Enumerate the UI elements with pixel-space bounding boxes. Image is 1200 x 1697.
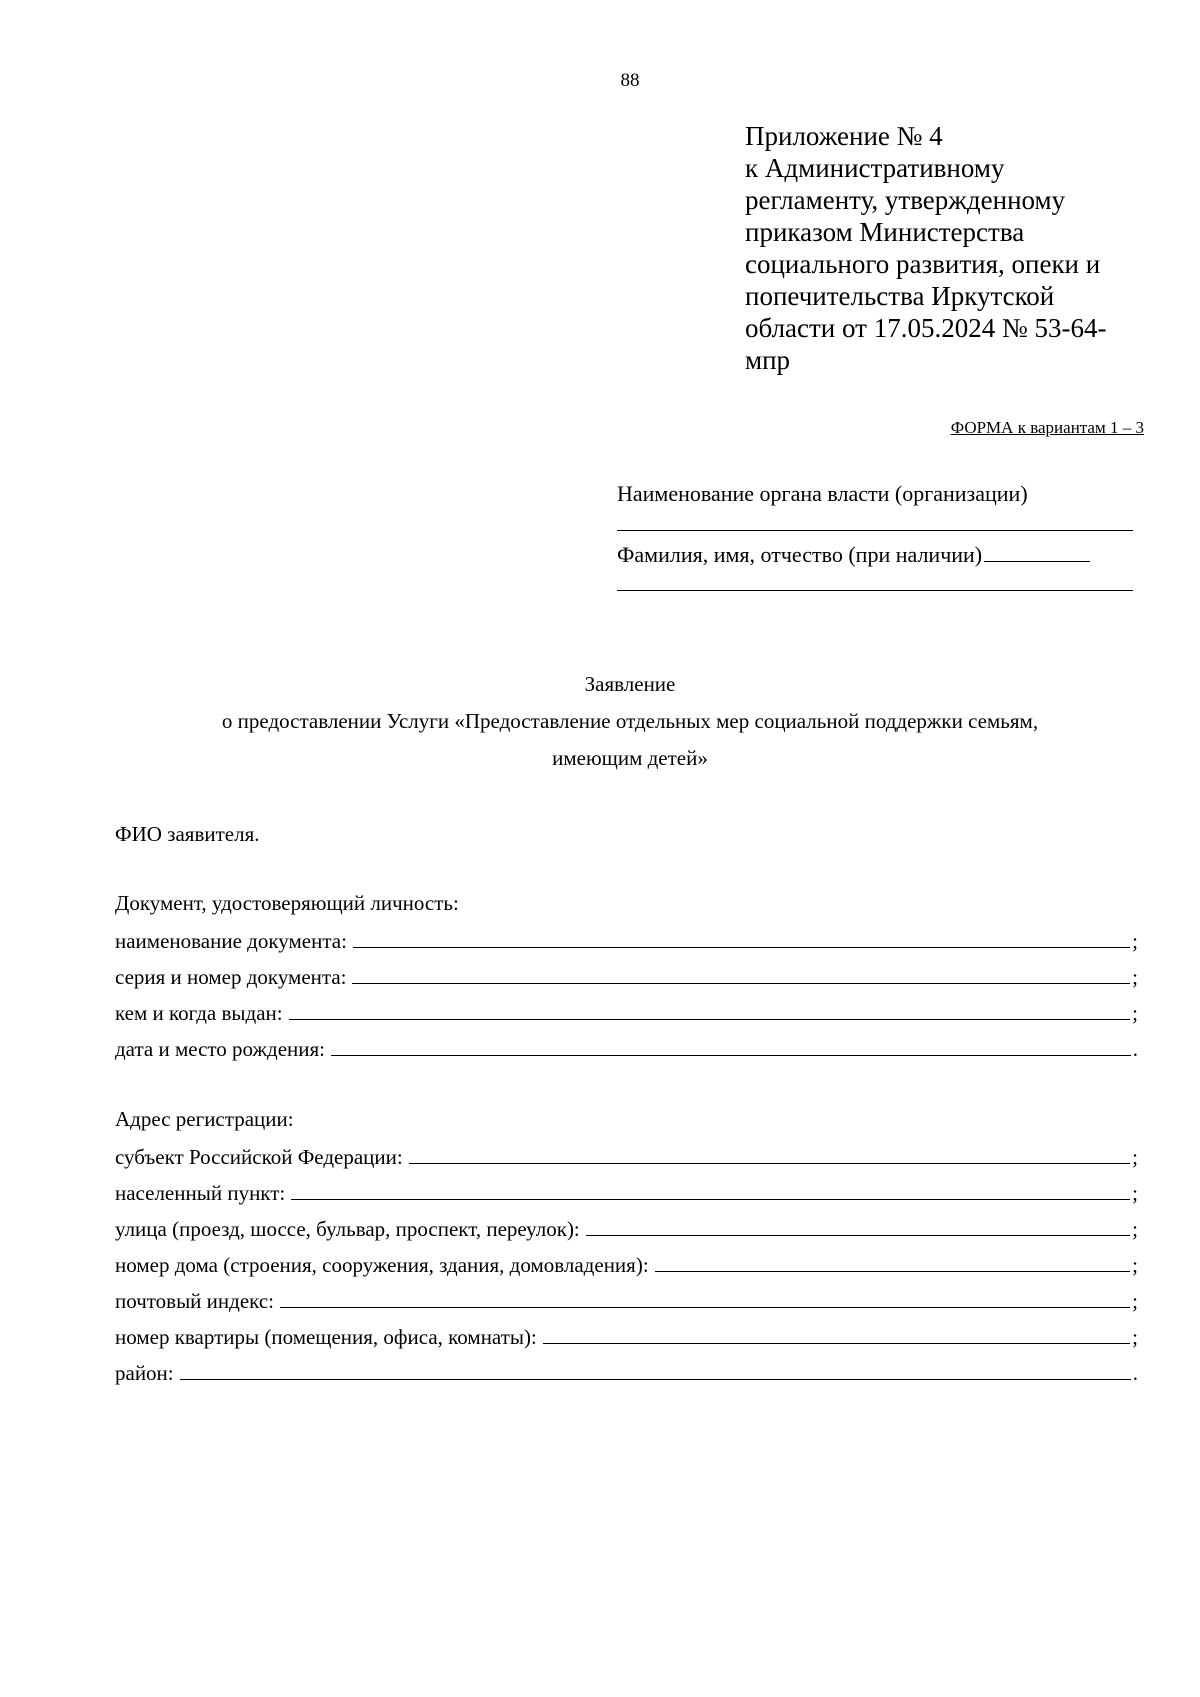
document-subtitle-line2: имеющим детей» [552, 746, 708, 770]
street-field[interactable] [586, 1215, 1130, 1236]
page-number: 88 [620, 70, 640, 91]
district-label: район: [115, 1361, 174, 1385]
appendix-block [745, 120, 1106, 376]
row-end-punct: ; [1132, 1325, 1138, 1349]
appendix-line: мпр [745, 345, 791, 375]
postal-code-field[interactable] [280, 1287, 1130, 1308]
house-row [115, 1251, 1138, 1278]
document-title: Заявление [584, 672, 676, 696]
apartment-field[interactable] [543, 1323, 1130, 1344]
street-row [115, 1215, 1138, 1242]
doc-series-label: серия и номер документа: [115, 965, 347, 989]
locality-row [115, 1179, 1138, 1206]
postal-code-row [115, 1287, 1138, 1314]
form-variant-label: ФОРМА к вариантам 1 – 3 [950, 418, 1144, 437]
appendix-line: к Административному [745, 153, 1005, 183]
row-end-punct: ; [1132, 1289, 1138, 1313]
row-end-punct: ; [1132, 1217, 1138, 1241]
apartment-label: номер квартиры (помещения, офиса, комнаты): [115, 1325, 537, 1349]
row-end-punct: . [1132, 1361, 1138, 1385]
recipient-fio-row [617, 541, 1133, 568]
document-subtitle-line1: о предоставлении Услуги «Предоставление отдельных мер социальной поддержки семьям, [221, 709, 1039, 733]
postal-code-label: почтовый индекс: [115, 1289, 274, 1313]
appendix-line: попечительства Иркутской [745, 281, 1055, 311]
recipient-fio-label: Фамилия, имя, отчество (при наличии) [617, 542, 983, 567]
doc-issued-label: кем и когда выдан: [115, 1001, 283, 1025]
row-end-punct: ; [1132, 1145, 1138, 1169]
row-end-punct: ; [1132, 929, 1138, 953]
district-field[interactable] [180, 1359, 1131, 1380]
appendix-line: приказом Министерства [745, 217, 1025, 247]
region-row [115, 1143, 1138, 1170]
doc-name-field[interactable] [353, 927, 1130, 948]
authority-name-label: Наименование органа власти (организации) [617, 481, 1028, 506]
doc-name-label: наименование документа: [115, 929, 347, 953]
authority-name-field[interactable] [617, 530, 1133, 531]
locality-label: населенный пункт: [115, 1181, 286, 1205]
row-end-punct: ; [1132, 965, 1138, 989]
birth-field[interactable] [331, 1035, 1131, 1056]
house-label: номер дома (строения, сооружения, здания, домовладения): [115, 1253, 649, 1277]
locality-field[interactable] [291, 1179, 1130, 1200]
region-label: субъект Российской Федерации: [115, 1145, 403, 1169]
recipient-fio-field[interactable] [984, 541, 1090, 562]
district-row [115, 1359, 1138, 1386]
row-end-punct: ; [1132, 1181, 1138, 1205]
doc-series-field[interactable] [352, 963, 1130, 984]
registration-address-heading: Адрес регистрации: [115, 1107, 294, 1131]
doc-series-row [115, 963, 1138, 990]
doc-name-row [115, 927, 1138, 954]
apartment-row [115, 1323, 1138, 1350]
appendix-line: социального развития, опеки и [745, 249, 1101, 279]
birth-row [115, 1035, 1138, 1062]
recipient-fio-continuation-field[interactable] [617, 590, 1133, 591]
birth-label: дата и место рождения: [115, 1037, 326, 1061]
appendix-line: области от 17.05.2024 № 53-64- [745, 313, 1107, 343]
row-end-punct: ; [1132, 1253, 1138, 1277]
appendix-line: Приложение № 4 [745, 121, 943, 151]
doc-issued-field[interactable] [289, 999, 1131, 1020]
identity-document-heading: Документ, удостоверяющий личность: [115, 891, 459, 915]
row-end-punct: . [1132, 1037, 1138, 1061]
house-field[interactable] [655, 1251, 1131, 1272]
row-end-punct: ; [1132, 1001, 1138, 1025]
applicant-fio-label: ФИО заявителя. [115, 822, 260, 846]
appendix-line: регламенту, утвержденному [745, 185, 1066, 215]
doc-issued-row [115, 999, 1138, 1026]
street-label: улица (проезд, шоссе, бульвар, проспект, переулок): [115, 1217, 580, 1241]
region-field[interactable] [409, 1143, 1130, 1164]
